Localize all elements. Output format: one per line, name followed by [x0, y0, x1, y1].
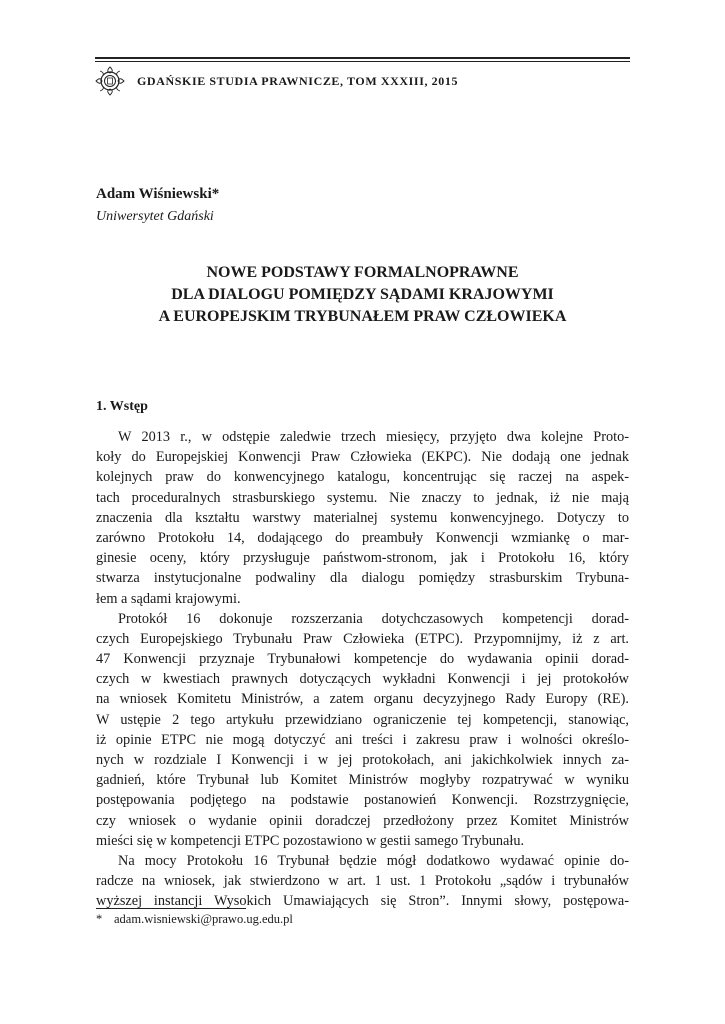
article-title [96, 262, 629, 328]
body-line: gadnień, które Trybunał lub Komitet Ministrów mogłyby rozpatrywać w wyniku [96, 772, 629, 789]
body-line: iż opinie ETPC nie mogą dotyczyć ani treści i zakresu praw i wolności określo- [96, 731, 629, 748]
header-rule-thin [95, 61, 630, 62]
title-line: DLA DIALOGU POMIĘDZY SĄDAMI KRAJOWYMI [171, 286, 554, 303]
body-line: kolejnych praw do konwencyjnego katalogu, koncentrując się raczej na aspek- [96, 469, 629, 486]
header-rule [95, 57, 630, 59]
body-line: czych Europejskiego Trybunału Praw Człowieka (ETPC). Przypomnijmy, iż z art. [96, 630, 629, 647]
body-line: tach proceduralnych strasburskiego systemu. Nie znaczy to jednak, iż nie mają [96, 489, 629, 506]
article-body [96, 427, 629, 912]
body-line: Na mocy Protokołu 16 Trybunał będzie mógł dodatkowo wydawać opinie do- [118, 852, 629, 869]
body-line: stwarza instytucjonalne podwaliny dla dialogu pomiędzy strasburskim Trybuna- [96, 570, 629, 587]
body-line: mieści się w kompetencji ETPC pozostawiono w gestii samego Trybunału. [96, 832, 525, 849]
body-line: 47 Konwencji przyznaje Trybunałowi kompetencje do wydawania opinii dorad- [96, 651, 629, 668]
body-line: ginesie oceny, który przysługuje państwom-stronom, jak i Protokołu 16, który [96, 550, 629, 567]
body-line: na wniosek Komitetu Ministrów, a zatem organu decyzyjnego Rady Europy (RE). [96, 691, 629, 708]
title-line: A EUROPEJSKIM TRYBUNAŁEM PRAW CZŁOWIEKA [158, 308, 567, 325]
body-line: łem a sądami krajowymi. [96, 590, 241, 607]
footnote-mark: * [96, 912, 103, 926]
body-line: czych w kwestiach prawnych dotyczących wykładni Konwencji i jej protokołów [96, 671, 629, 688]
journal-title: GDAŃSKIE STUDIA PRAWNICZE, TOM XXXIII, 2015 [137, 74, 459, 88]
body-line: zarówno Protokołu 14, dodającego do preambuły Konwencji wzmiankę o mar- [96, 529, 629, 546]
body-line: nych w rozdziale I Konwencji i w jej protokołach, ani jakichkolwiek innych za- [96, 752, 629, 768]
author-affiliation: Uniwersytet Gdański [96, 209, 214, 224]
body-line: W 2013 r., w odstępie zaledwie trzech miesięcy, przyjęto dwa kolejne Proto- [118, 429, 629, 445]
section-heading: 1. Wstęp [96, 399, 148, 414]
footnote [96, 912, 293, 927]
body-line: wyższej instancji Wysokich Umawiających się Stron”. Innymi słowy, postępowa- [96, 893, 629, 910]
journal-emblem-icon [95, 66, 125, 96]
body-line: znaczenia dla kształtu warstwy materialnej systemu konwencyjnego. Dotyczy to [96, 509, 629, 526]
footnote-rule [96, 908, 246, 909]
footnote-email: adam.wisniewski@prawo.ug.edu.pl [114, 912, 293, 926]
author-name: Adam Wiśniewski* [96, 186, 220, 202]
body-line: postępowania podjętego na podstawie postanowień Konwencji. Rozstrzygnięcie, [96, 792, 629, 809]
body-line: W ustępie 2 tego artykułu przewidziano ograniczenie tej kompetencji, stanowiąc, [96, 711, 629, 728]
body-line: radcze na wniosek, jak stwierdzono w art. 1 ust. 1 Protokołu „sądów i trybunałów [96, 873, 629, 890]
body-line: czy wniosek o wydanie opinii doradczej przedłożony przez Komitet Ministrów [96, 812, 629, 829]
body-line: koły do Europejskiej Konwencji Praw Człowieka (EKPC). Nie dodają one jednak [96, 449, 629, 466]
title-line: NOWE PODSTAWY FORMALNOPRAWNE [206, 264, 519, 281]
body-line: Protokół 16 dokonuje rozszerzania dotychczasowych kompetencji dorad- [118, 610, 629, 627]
